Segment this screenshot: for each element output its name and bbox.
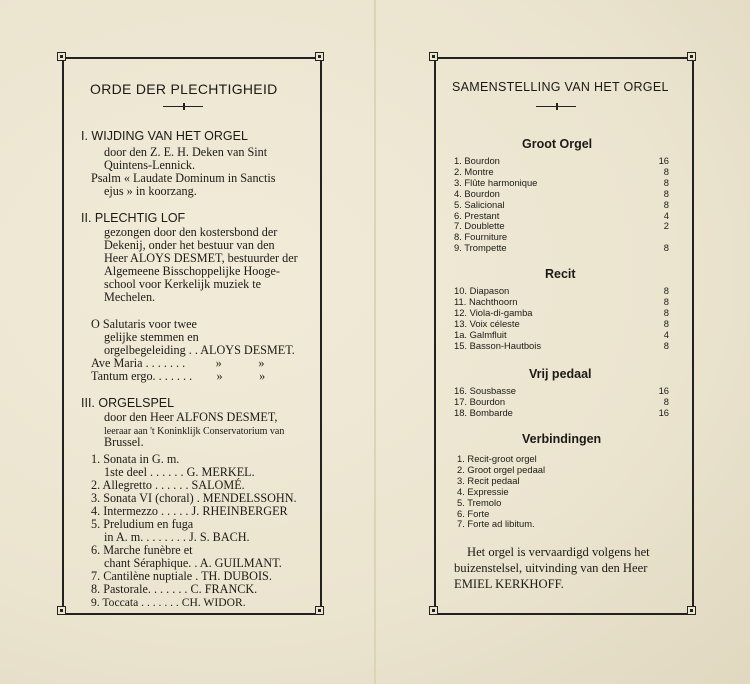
organ-stop-pitch: 8 bbox=[663, 317, 669, 329]
text-line: Brussel. bbox=[104, 435, 144, 449]
organ-stop-pitch: 8 bbox=[663, 285, 669, 296]
organ-stop-name: 9. Trompette bbox=[454, 242, 507, 254]
corner-ornament bbox=[429, 606, 438, 615]
coupler-item: 6. Forte bbox=[457, 507, 490, 519]
organ-stop-pitch: 8 bbox=[663, 339, 669, 351]
vrij-pedaal-heading: Vrij pedaal bbox=[529, 367, 592, 381]
program-item: 2. Allegretto . . . . . . SALOMÉ. bbox=[91, 478, 245, 492]
program-item: 6. Marche funèbre et bbox=[91, 543, 193, 557]
program-item: 5. Preludium en fuga bbox=[91, 517, 194, 531]
text-line: school voor Kerkelijk muziek te bbox=[104, 277, 262, 291]
section-3-heading: III. ORGELSPEL bbox=[81, 396, 175, 410]
organ-stop-name: 6. Prestant bbox=[454, 209, 500, 221]
organ-stop-name: 4. Bourdon bbox=[454, 187, 500, 199]
organ-stop-name: 12. Viola-di-gamba bbox=[454, 306, 533, 318]
text-line: Heer ALOYS DESMET, bestuurder der bbox=[104, 251, 298, 265]
organ-stop-name: 1. Bourdon bbox=[454, 155, 500, 166]
coupler-item: 7. Forte ad libitum. bbox=[457, 518, 535, 530]
organ-stop-pitch: 8 bbox=[663, 187, 669, 199]
organ-stop-pitch: 8 bbox=[663, 165, 669, 177]
corner-ornament bbox=[315, 606, 324, 615]
text-line: gelijke stemmen en bbox=[104, 330, 199, 344]
organ-stop-pitch: 4 bbox=[663, 209, 669, 221]
organ-stop-name: 1a. Galmfluit bbox=[454, 328, 507, 340]
text-line: leeraar aan 't Koninklijk Conservatorium van bbox=[104, 426, 285, 437]
organ-stop-name: 18. Bombarde bbox=[454, 406, 513, 418]
title-ornament bbox=[536, 106, 576, 107]
text-line: ejus » in koorzang. bbox=[104, 184, 197, 198]
organ-stop-name: 8. Fourniture bbox=[454, 231, 508, 243]
text-line: Algemeene Bisschoppelijke Hooge- bbox=[104, 264, 280, 278]
organ-stop-name: 11. Nachthoorn bbox=[454, 295, 518, 307]
organ-stop-pitch: 2 bbox=[663, 220, 669, 232]
coupler-item: 4. Expressie bbox=[457, 485, 509, 497]
text-line: door den Heer ALFONS DESMET, bbox=[104, 410, 278, 424]
verbindingen-heading: Verbindingen bbox=[522, 432, 602, 446]
text-line: O Salutaris voor twee bbox=[91, 317, 197, 331]
program-item: 4. Intermezzo . . . . . J. RHEINBERGER bbox=[91, 504, 288, 518]
text-line: Ave Maria . . . . . . . » » bbox=[91, 356, 265, 370]
footer-line: EMIEL KERKHOFF. bbox=[454, 577, 564, 591]
organ-stop-pitch: 8 bbox=[663, 306, 669, 318]
organ-stop-name: 15. Basson-Hautbois bbox=[454, 339, 542, 351]
organ-stop-name: 17. Bourdon bbox=[454, 395, 506, 407]
text-line: Psalm « Laudate Dominum in Sanctis bbox=[91, 171, 276, 185]
organ-stop-name: 7. Doublette bbox=[454, 220, 505, 232]
organ-stop-pitch: 16 bbox=[658, 155, 669, 166]
section-1-heading: I. WIJDING VAN HET ORGEL bbox=[81, 129, 248, 143]
organ-stop-pitch: 4 bbox=[663, 328, 669, 340]
text-line: door den Z. E. H. Deken van Sint bbox=[104, 145, 268, 159]
text-line: orgelbegeleiding . . ALOYS DESMET. bbox=[104, 343, 295, 357]
organ-stop-pitch: 8 bbox=[663, 242, 669, 254]
corner-ornament bbox=[57, 52, 66, 61]
corner-ornament bbox=[687, 606, 696, 615]
left-page-title: ORDE DER PLECHTIGHEID bbox=[90, 81, 278, 97]
organ-stop-name: 5. Salicional bbox=[454, 198, 505, 210]
corner-ornament bbox=[57, 606, 66, 615]
recit-heading: Recit bbox=[545, 267, 576, 281]
program-item: 1. Sonata in G. m. bbox=[91, 452, 180, 466]
coupler-item: 3. Recit pedaal bbox=[457, 474, 520, 486]
title-ornament bbox=[163, 106, 203, 107]
organ-stop-name: 13. Voix céleste bbox=[454, 317, 520, 329]
organ-stop-pitch: 8 bbox=[663, 295, 669, 307]
organ-stop-pitch: 8 bbox=[663, 395, 669, 407]
text-line: gezongen door den kostersbond der bbox=[104, 225, 278, 239]
program-item: in A. m. . . . . . . . J. S. BACH. bbox=[104, 530, 250, 544]
footer-line: Het orgel is vervaardigd volgens het bbox=[467, 545, 650, 559]
corner-ornament bbox=[687, 52, 696, 61]
organ-stop-pitch: 8 bbox=[663, 198, 669, 210]
program-item: 9. Toccata . . . . . . . CH. WIDOR. bbox=[91, 596, 246, 609]
program-item: 8. Pastorale. . . . . . . C. FRANCK. bbox=[91, 582, 258, 596]
groot-orgel-heading: Groot Orgel bbox=[522, 137, 593, 151]
organ-stop-name: 10. Diapason bbox=[454, 285, 510, 296]
coupler-item: 2. Groot orgel pedaal bbox=[457, 463, 546, 475]
text-line: Tantum ergo. . . . . . . » » bbox=[91, 369, 266, 383]
corner-ornament bbox=[429, 52, 438, 61]
page-fold bbox=[374, 0, 376, 684]
organ-stop-name: 2. Montre bbox=[454, 165, 494, 177]
organ-stop-pitch: 8 bbox=[663, 176, 669, 188]
program-item: 1ste deel . . . . . . G. MERKEL. bbox=[104, 465, 255, 479]
section-2-heading: II. PLECHTIG LOF bbox=[81, 211, 186, 225]
program-item: 7. Cantilène nuptiale . TH. DUBOIS. bbox=[91, 569, 272, 583]
coupler-item: 5. Tremolo bbox=[457, 496, 502, 508]
text-line: Dekenij, onder het bestuur van den bbox=[104, 238, 275, 252]
organ-stop-pitch: 16 bbox=[658, 406, 669, 418]
organ-stop-name: 3. Flûte harmonique bbox=[454, 176, 538, 188]
footer-line: buizenstelsel, uitvinding van den Heer bbox=[454, 561, 648, 575]
program-item: 3. Sonata VI (choral) . MENDELSSOHN. bbox=[91, 491, 297, 505]
corner-ornament bbox=[315, 52, 324, 61]
text-line: Quintens-Lennick. bbox=[104, 158, 196, 172]
organ-stop-name: 16. Sousbasse bbox=[454, 385, 517, 396]
organ-stop-pitch: 16 bbox=[658, 385, 669, 396]
right-page-title: SAMENSTELLING VAN HET ORGEL bbox=[452, 80, 669, 94]
coupler-item: 1. Recit-groot orgel bbox=[457, 453, 537, 464]
program-item: chant Séraphique. . A. GUILMANT. bbox=[104, 556, 282, 570]
text-line: Mechelen. bbox=[104, 290, 156, 304]
